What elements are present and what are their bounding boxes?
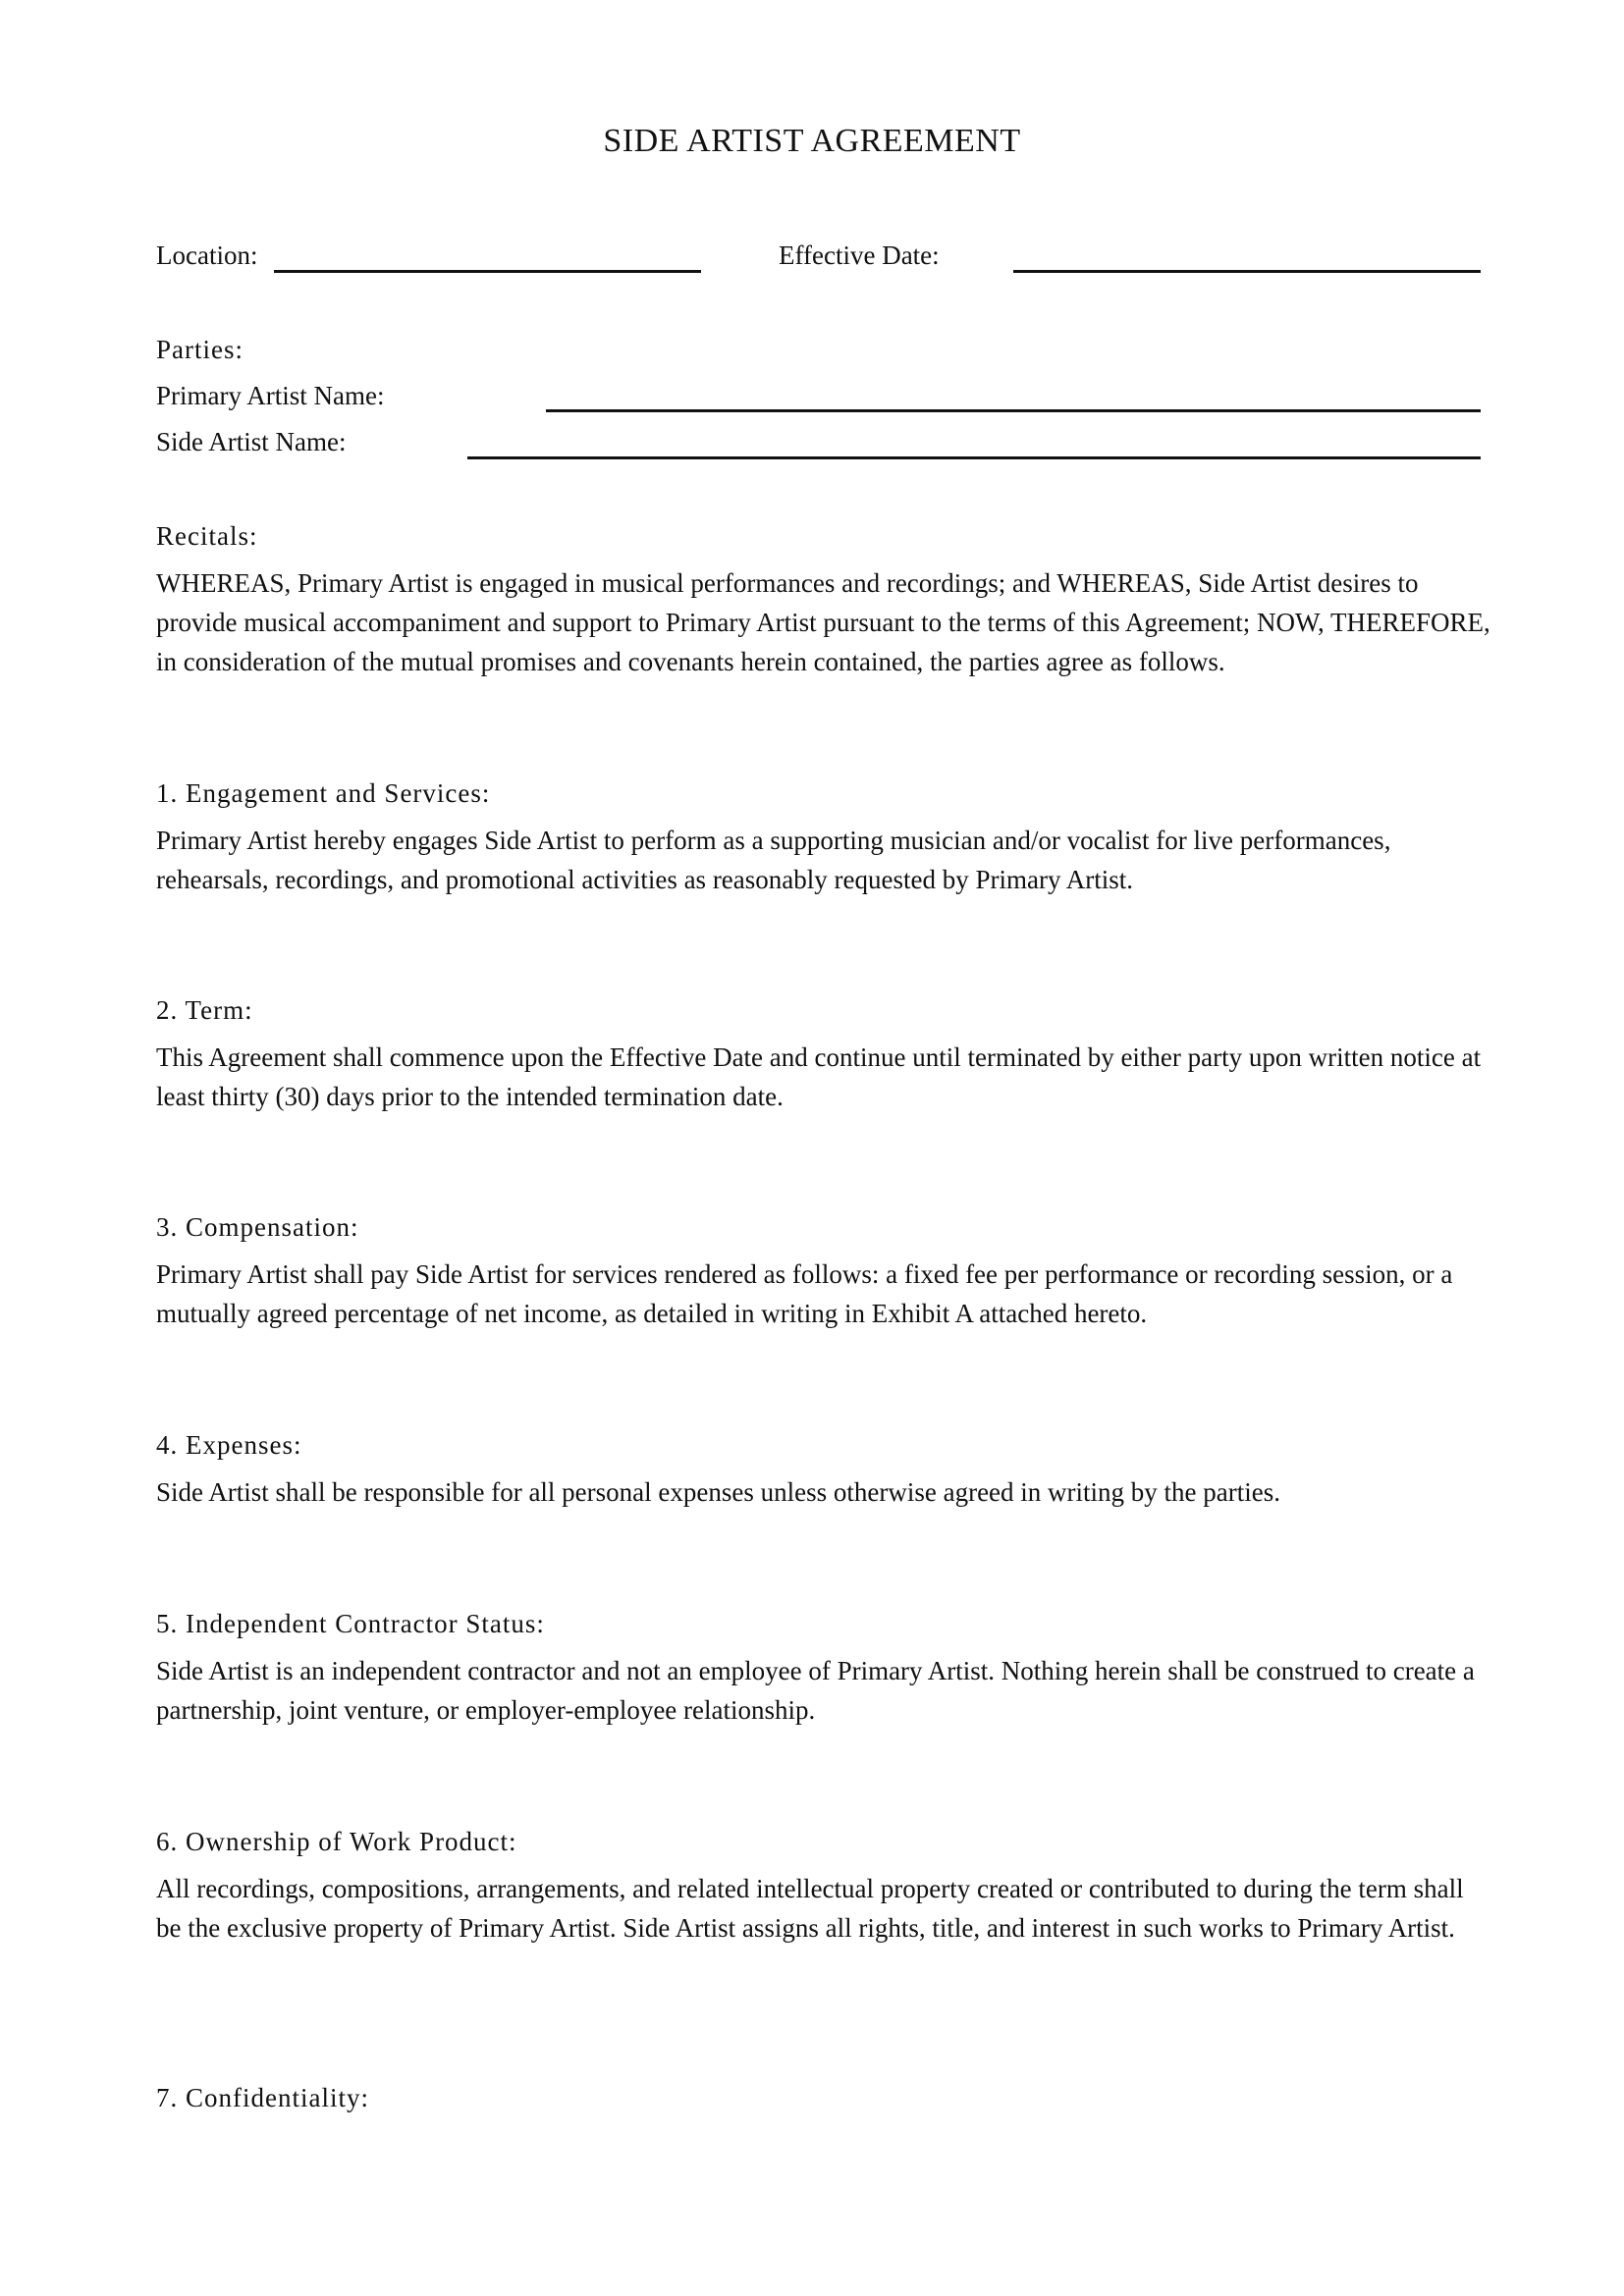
- section-6-heading: 6. Ownership of Work Product:: [156, 1827, 517, 1856]
- location-label: Location:: [156, 240, 258, 270]
- side-artist-blank-line: [467, 456, 1481, 459]
- section-5-heading: 5. Independent Contractor Status:: [156, 1609, 545, 1638]
- location-blank-line: [274, 270, 701, 273]
- side-artist-label: Side Artist Name:: [156, 427, 347, 456]
- section-5-text: Side Artist is an independent contractor and not an employee of Primary Artist. Nothing herein shall be construed to create a partnership, joint venture, or employer-employee relationship.: [156, 1656, 1475, 1725]
- parties-heading: Parties:: [156, 335, 244, 364]
- effective-date-blank-line: [1013, 270, 1481, 273]
- document-title: SIDE ARTIST AGREEMENT: [603, 123, 1021, 159]
- primary-artist-label: Primary Artist Name:: [156, 381, 385, 410]
- section-4-text: Side Artist shall be responsible for all personal expenses unless otherwise agreed in writing by the parties.: [156, 1477, 1280, 1507]
- section-4-heading: 4. Expenses:: [156, 1430, 302, 1460]
- section-6-text: All recordings, compositions, arrangements, and related intellectual property created or contributed to during the term shall be the exclusive property of Primary Artist. Side Artist assigns all rights, title, and interest in such works to Primary Artist.: [156, 1874, 1464, 1943]
- section-1-text: Primary Artist hereby engages Side Artist to perform as a supporting musician and/or vocalist for live performances, rehearsals, recordings, and promotional activities as reasonably requested by Primary Artist.: [156, 826, 1391, 894]
- recitals-heading: Recitals:: [156, 521, 258, 551]
- primary-artist-blank-line: [546, 409, 1481, 412]
- section-3-text: Primary Artist shall pay Side Artist for services rendered as follows: a fixed fee per performance or recording session, or a mutually agreed percentage of net income, as detailed in writing in Exhibit A attached hereto.: [156, 1259, 1453, 1328]
- section-7-heading: 7. Confidentiality:: [156, 2083, 369, 2112]
- recitals-text: WHEREAS, Primary Artist is engaged in musical performances and recordings; and WHEREAS, Side Artist desires to provide musical accompaniment and support to Primary Artist pursuant to the terms of this Agreement; NOW, THEREFORE, in consideration of the mutual promises and covenants herein contained, the parties agree as follows.: [156, 568, 1490, 676]
- section-1-heading: 1. Engagement and Services:: [156, 778, 491, 808]
- effective-date-label: Effective Date:: [779, 240, 940, 270]
- section-2-heading: 2. Term:: [156, 995, 253, 1025]
- section-3-heading: 3. Compensation:: [156, 1212, 359, 1242]
- section-2-text: This Agreement shall commence upon the Effective Date and continue until terminated by either party upon written notice at least thirty (30) days prior to the intended termination date.: [156, 1042, 1482, 1111]
